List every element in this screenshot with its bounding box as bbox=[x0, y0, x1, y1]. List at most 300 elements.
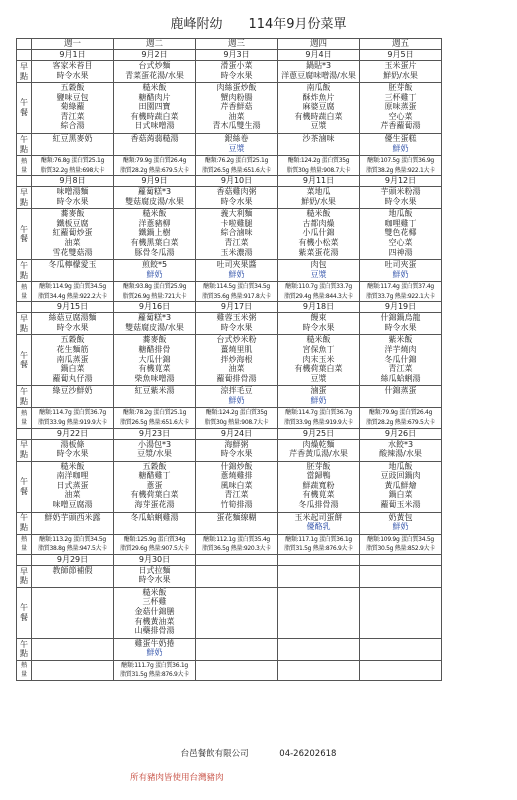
snack-item: 豆漿 bbox=[310, 269, 327, 279]
snack-item: 優生蛋糕 bbox=[384, 134, 417, 143]
breakfast-row bbox=[17, 439, 442, 461]
snack-row bbox=[17, 512, 442, 534]
snack-label-char: 點 bbox=[20, 523, 28, 533]
lunch-item: 豆漿 bbox=[310, 373, 327, 383]
nutrition-item: 醣類:117.4g 蛋白質37.4g bbox=[367, 283, 434, 291]
nutrition-cell bbox=[114, 282, 196, 302]
nutrition-cell bbox=[278, 282, 360, 302]
snack-row bbox=[17, 386, 442, 408]
lunch-cell bbox=[114, 209, 196, 260]
lunch-cell bbox=[196, 587, 278, 638]
weekday-header: 週五 bbox=[360, 39, 442, 50]
breakfast-item: 時令水果 bbox=[138, 575, 171, 585]
lunch-item: 鹽味豆包 bbox=[56, 92, 89, 102]
lunch-item: 豚骨冬瓜湯 bbox=[134, 247, 175, 257]
snack-label-char: 午 bbox=[20, 261, 28, 271]
lunch-row bbox=[17, 587, 442, 638]
breakfast-item: 水餃*3 bbox=[387, 439, 414, 449]
snack-item: 煎餃*5 bbox=[141, 260, 168, 270]
nutrition-item: 醣類:124.2g 蛋白質35g bbox=[287, 157, 350, 164]
lunch-item: 冬瓜排骨湯 bbox=[298, 499, 339, 509]
snack-label-char: 點 bbox=[20, 396, 28, 406]
lunch-item: 洋蔥豬柳 bbox=[138, 218, 171, 228]
breakfast-item: 滑蛋小菜 bbox=[220, 61, 253, 70]
lunch-item: 油菜 bbox=[64, 490, 81, 500]
snack-item: 蛋花麵線糊 bbox=[216, 512, 257, 522]
lunch-item: 油菜 bbox=[64, 237, 81, 247]
weekday-header: 週二 bbox=[114, 39, 196, 50]
lunch-item: 金菇什錦膳 bbox=[134, 606, 175, 616]
snack-label-char: 午 bbox=[20, 134, 28, 144]
snack-cell bbox=[32, 134, 114, 156]
date-cell: 9月23日 bbox=[114, 428, 196, 439]
lunch-cell bbox=[278, 461, 360, 512]
lunch-item: 日式蒸蛋 bbox=[56, 480, 89, 490]
lunch-item: 竹筍排湯 bbox=[220, 499, 253, 509]
snack-cell bbox=[360, 386, 442, 408]
lunch-item: 鍋白菜 bbox=[388, 490, 413, 500]
lunch-item: 青木瓜雙生湯 bbox=[212, 121, 261, 131]
lunch-item: 有機莧菜 bbox=[302, 490, 335, 500]
breakfast-label-char: 點 bbox=[20, 576, 28, 586]
nutrition-item: 脂質30g 熱量:908.7大卡 bbox=[286, 166, 351, 174]
lunch-item: 鮮蔬寬粉 bbox=[302, 480, 335, 490]
lunch-label-char: 午 bbox=[20, 476, 28, 486]
date-cell: 9月1日 bbox=[32, 50, 114, 61]
breakfast-label-char: 點 bbox=[20, 450, 28, 460]
snack-item: 鮮奶 bbox=[146, 269, 163, 279]
breakfast-item: 日式拉麵 bbox=[138, 565, 171, 575]
nutrition-label-char: 熱 bbox=[21, 662, 27, 670]
breakfast-item: 時令水果 bbox=[56, 449, 89, 459]
lunch-label-char: 餐 bbox=[20, 612, 28, 622]
breakfast-item: 鍋貼*3 bbox=[305, 61, 332, 70]
breakfast-item: 饅束 bbox=[310, 313, 327, 323]
date-cell: 9月30日 bbox=[114, 554, 196, 565]
breakfast-item: 豆漿/水果 bbox=[137, 449, 172, 459]
lunch-item: 蘿蔔排骨湯 bbox=[216, 373, 257, 383]
breakfast-item: 菜地瓜 bbox=[306, 187, 331, 197]
breakfast-cell bbox=[360, 439, 442, 461]
snack-row bbox=[17, 638, 442, 660]
nutrition-row bbox=[17, 156, 442, 176]
snack-item: 吐司夾果醬 bbox=[216, 260, 257, 270]
pork-origin-note: 所有豬肉皆使用台灣豬肉 bbox=[130, 773, 224, 783]
breakfast-label-char: 早 bbox=[20, 440, 28, 450]
nutrition-item: 醣類:76.2g 蛋白質25.1g bbox=[204, 157, 269, 164]
lunch-cell bbox=[360, 461, 442, 512]
nutrition-cell bbox=[196, 408, 278, 428]
breakfast-item: 時令水果 bbox=[384, 322, 417, 332]
breakfast-item: 玉米蛋片 bbox=[384, 61, 417, 70]
snack-item: 吐司夾蛋 bbox=[384, 260, 417, 270]
nutrition-item: 醣類:110.7g 蛋白質33.7g bbox=[285, 283, 352, 291]
nutrition-item: 脂質36.5g 熱量:920.3大卡 bbox=[202, 545, 271, 553]
nutrition-label-char: 熱 bbox=[21, 536, 27, 544]
nutrition-cell bbox=[360, 282, 442, 302]
lunch-item: 五穀飯 bbox=[142, 461, 167, 471]
breakfast-cell bbox=[360, 61, 442, 83]
nutrition-item: 脂質38.8g 熱量:947.5大卡 bbox=[38, 545, 107, 553]
snack-item: 鮮奶 bbox=[228, 395, 245, 405]
nutrition-label-char: 量 bbox=[21, 671, 27, 679]
nutrition-item: 脂質29.6g 熱量:907.5大卡 bbox=[120, 545, 189, 553]
nutrition-item: 醣類:124.2g 蛋白質35g bbox=[205, 409, 268, 417]
lunch-label bbox=[17, 461, 32, 512]
breakfast-label-char: 早 bbox=[20, 314, 28, 324]
lunch-item: 紫菜蛋花湯 bbox=[298, 247, 339, 257]
nutrition-item: 醣類:125.9g 蛋白質34g bbox=[123, 535, 186, 543]
snack-label-char: 點 bbox=[20, 649, 28, 659]
nutrition-label-char: 熱 bbox=[21, 409, 27, 417]
menu-title: 鹿峰附幼 114年9月份菜單 bbox=[170, 17, 347, 32]
snack-cell bbox=[196, 386, 278, 408]
lunch-item: 酥炸魚片 bbox=[302, 92, 335, 102]
snack-cell bbox=[32, 512, 114, 534]
snack-label-char: 午 bbox=[20, 639, 28, 649]
date-cell: 9月8日 bbox=[32, 176, 114, 187]
lunch-item: 日式味噌湯 bbox=[134, 121, 175, 131]
date-cell: 9月10日 bbox=[196, 176, 278, 187]
week-date-row bbox=[17, 302, 442, 313]
snack-item: 涼拌毛豆 bbox=[220, 386, 253, 396]
breakfast-label bbox=[17, 61, 32, 83]
breakfast-cell bbox=[196, 187, 278, 209]
date-cell: 9月9日 bbox=[114, 176, 196, 187]
breakfast-cell bbox=[32, 187, 114, 209]
breakfast-item: 香菇雞肉粥 bbox=[216, 187, 257, 197]
breakfast-cell bbox=[278, 565, 360, 587]
nutrition-item: 醣類:109.9g 蛋白質34.5g bbox=[367, 535, 434, 543]
breakfast-item: 洋蔥豆腐味噌湯/水果 bbox=[281, 70, 356, 80]
date-cell: 9月22日 bbox=[32, 428, 114, 439]
week-date-row bbox=[17, 428, 442, 439]
lunch-item: 糙米飯 bbox=[306, 335, 331, 345]
snack-cell bbox=[278, 638, 360, 660]
lunch-cell bbox=[32, 587, 114, 638]
lunch-item: 鐵鍋上樹 bbox=[138, 228, 171, 238]
nutrition-item: 脂質35.6g 熱量:917.8大卡 bbox=[202, 292, 271, 300]
snack-row bbox=[17, 134, 442, 156]
snack-cell bbox=[32, 260, 114, 282]
breakfast-item: 教師節補假 bbox=[52, 565, 93, 575]
lunch-item: 紫米飯 bbox=[388, 335, 413, 345]
nutrition-item: 醣類:79.9g 蛋白質26.4g bbox=[368, 409, 433, 417]
lunch-row bbox=[17, 209, 442, 260]
nutrition-cell bbox=[360, 156, 442, 176]
snack-cell bbox=[114, 512, 196, 534]
lunch-item: 味噌豆腐湯 bbox=[52, 499, 93, 509]
snack-cell bbox=[196, 260, 278, 282]
nutrition-label-char: 量 bbox=[21, 292, 27, 300]
date-row-label bbox=[17, 50, 32, 61]
lunch-label bbox=[17, 209, 32, 260]
nutrition-cell bbox=[196, 534, 278, 554]
nutrition-row bbox=[17, 660, 442, 680]
nutrition-item: 醣類:111.7g 蛋白質36.1g bbox=[121, 661, 188, 669]
week-date-row bbox=[17, 176, 442, 187]
date-cell: 9月18日 bbox=[278, 302, 360, 313]
lunch-item: 蘿蔔丸仔湯 bbox=[52, 373, 93, 383]
date-cell: 9月25日 bbox=[278, 428, 360, 439]
snack-cell bbox=[278, 134, 360, 156]
nutrition-cell bbox=[114, 408, 196, 428]
nutrition-cell bbox=[32, 282, 114, 302]
snack-item: 優酪乳 bbox=[306, 522, 331, 532]
date-cell: 9月11日 bbox=[278, 176, 360, 187]
nutrition-label-char: 量 bbox=[21, 418, 27, 426]
nutrition-item: 脂質26.5g 熱量:651.6大卡 bbox=[120, 418, 189, 426]
breakfast-item: 味噌湯麵 bbox=[56, 187, 89, 197]
snack-row bbox=[17, 260, 442, 282]
date-row-label bbox=[17, 428, 32, 439]
breakfast-label-char: 早 bbox=[20, 188, 28, 198]
snack-cell bbox=[360, 638, 442, 660]
lunch-item: 胚芽飯 bbox=[306, 461, 331, 471]
lunch-row bbox=[17, 335, 442, 386]
nutrition-item: 脂質33.9g 熱量:919.9大卡 bbox=[38, 418, 107, 426]
breakfast-label bbox=[17, 565, 32, 587]
lunch-item: 糙米飯 bbox=[142, 209, 167, 219]
nutrition-item: 醣類:113.2g 蛋白質34.5g bbox=[39, 535, 106, 543]
nutrition-label-char: 熱 bbox=[21, 283, 27, 291]
lunch-item: 宮保魚丁 bbox=[302, 344, 335, 354]
breakfast-cell bbox=[360, 565, 442, 587]
nutrition-label-char: 熱 bbox=[21, 157, 27, 165]
snack-item: 滷蛋 bbox=[310, 386, 327, 396]
date-cell: 9月19日 bbox=[360, 302, 442, 313]
lunch-item: 糙米飯 bbox=[60, 461, 85, 471]
breakfast-item: 時令水果 bbox=[220, 196, 253, 206]
breakfast-label-char: 早 bbox=[20, 566, 28, 576]
nutrition-cell bbox=[114, 156, 196, 176]
breakfast-item: 湯板條 bbox=[60, 439, 85, 449]
lunch-cell bbox=[114, 335, 196, 386]
lunch-item: 義大利麵 bbox=[220, 209, 253, 219]
breakfast-cell bbox=[114, 313, 196, 335]
nutrition-item: 醣類:114.7g 蛋白質36.7g bbox=[39, 409, 106, 417]
lunch-item: 南瓜飯 bbox=[306, 83, 331, 92]
snack-cell bbox=[278, 260, 360, 282]
snack-cell bbox=[114, 134, 196, 156]
nutrition-row bbox=[17, 408, 442, 428]
nutrition-item: 脂質33.9g 熱量:919.9大卡 bbox=[284, 418, 353, 426]
lunch-item: 蟹肉粉腸 bbox=[220, 92, 253, 102]
lunch-item: 青江菜 bbox=[388, 364, 413, 374]
snack-item: 沙茶滷味 bbox=[302, 134, 335, 143]
breakfast-label-char: 早 bbox=[20, 61, 28, 71]
lunch-cell bbox=[278, 209, 360, 260]
breakfast-item: 雙菇腐皮湯/水果 bbox=[125, 196, 184, 206]
lunch-item: 紅蘿蔔炒蛋 bbox=[52, 228, 93, 238]
lunch-item: 肉絲蛋炒飯 bbox=[216, 83, 257, 92]
breakfast-cell bbox=[278, 439, 360, 461]
date-row-label bbox=[17, 554, 32, 565]
lunch-item: 蘿蔔玉米湯 bbox=[380, 499, 421, 509]
breakfast-row bbox=[17, 565, 442, 587]
breakfast-row bbox=[17, 187, 442, 209]
lunch-item: 雪花雙菇湯 bbox=[52, 247, 93, 257]
lunch-item: 冬瓜什錦 bbox=[384, 354, 417, 364]
snack-label-char: 午 bbox=[20, 513, 28, 523]
lunch-item: 油菜 bbox=[228, 364, 245, 374]
snack-cell bbox=[196, 638, 278, 660]
company-phone: 04-26202618 bbox=[279, 749, 337, 759]
lunch-item: 拌炒海根 bbox=[220, 354, 253, 364]
snack-label bbox=[17, 134, 32, 156]
breakfast-label-char: 點 bbox=[20, 71, 28, 81]
lunch-label-char: 餐 bbox=[20, 360, 28, 370]
lunch-label-char: 午 bbox=[20, 603, 28, 613]
lunch-cell bbox=[278, 335, 360, 386]
lunch-cell bbox=[196, 335, 278, 386]
lunch-item: 有機荷葉白菜 bbox=[130, 490, 179, 500]
lunch-label bbox=[17, 335, 32, 386]
nutrition-cell bbox=[360, 408, 442, 428]
lunch-item: 柴魚味噌湯 bbox=[134, 373, 175, 383]
lunch-item: 蕎麥飯 bbox=[60, 209, 85, 219]
weekday-header-row bbox=[17, 39, 442, 50]
nutrition-item: 脂質31.5g 熱量:876.9大卡 bbox=[284, 545, 353, 553]
lunch-item: 糖醋排骨 bbox=[138, 344, 171, 354]
breakfast-label bbox=[17, 313, 32, 335]
date-cell: 9月16日 bbox=[114, 302, 196, 313]
breakfast-cell bbox=[114, 187, 196, 209]
nutrition-cell bbox=[32, 408, 114, 428]
nutrition-item: 醣類:114.7g 蛋白質36.7g bbox=[285, 409, 352, 417]
breakfast-cell bbox=[360, 313, 442, 335]
breakfast-item: 芋頭米粉湯 bbox=[380, 187, 421, 197]
snack-label bbox=[17, 386, 32, 408]
lunch-label bbox=[17, 587, 32, 638]
breakfast-cell bbox=[32, 439, 114, 461]
company-name: 台邑餐飲有限公司 bbox=[180, 749, 249, 759]
date-cell: 9月24日 bbox=[196, 428, 278, 439]
lunch-label-char: 餐 bbox=[20, 234, 28, 244]
snack-cell bbox=[360, 134, 442, 156]
snack-label bbox=[17, 638, 32, 660]
lunch-item: 玉米濃湯 bbox=[220, 247, 253, 257]
nutrition-cell bbox=[114, 660, 196, 680]
snack-item: 香菇蒟蒻糙湯 bbox=[130, 134, 179, 143]
breakfast-item: 海鮮粥 bbox=[224, 439, 249, 449]
date-cell bbox=[278, 554, 360, 565]
snack-item: 冬瓜檸檬愛玉 bbox=[48, 260, 97, 270]
lunch-item: 絲瓜蛤蜊湯 bbox=[380, 373, 421, 383]
lunch-item: 雙色花椰 bbox=[384, 228, 417, 238]
lunch-row bbox=[17, 83, 442, 134]
lunch-item: 蔥蛋 bbox=[146, 480, 163, 490]
snack-item: 冬瓜蛤蜊雞湯 bbox=[130, 512, 179, 522]
snack-item: 鮮奶 bbox=[392, 269, 409, 279]
lunch-row bbox=[17, 461, 442, 512]
lunch-item: 鍋白菜 bbox=[60, 364, 85, 374]
nutrition-item: 脂質26.5g 熱量:651.6大卡 bbox=[202, 166, 271, 174]
date-cell bbox=[196, 554, 278, 565]
snack-item: 鮮奶芋頭西米露 bbox=[44, 512, 101, 522]
snack-item: 紅豆黑麥奶 bbox=[52, 134, 93, 143]
snack-cell bbox=[360, 512, 442, 534]
lunch-cell bbox=[360, 587, 442, 638]
lunch-item: 鐵板豆腐 bbox=[56, 218, 89, 228]
nutrition-cell bbox=[196, 660, 278, 680]
breakfast-item: 芹香黃瓜湯/水果 bbox=[289, 449, 348, 459]
breakfast-item: 肉燥乾麵 bbox=[302, 439, 335, 449]
lunch-item: 五穀飯 bbox=[60, 83, 85, 92]
snack-cell bbox=[196, 134, 278, 156]
breakfast-label-char: 點 bbox=[20, 197, 28, 207]
breakfast-cell bbox=[32, 61, 114, 83]
breakfast-row bbox=[17, 313, 442, 335]
lunch-item: 原味蒸蛋 bbox=[384, 102, 417, 112]
snack-cell bbox=[360, 260, 442, 282]
snack-item: 奶黃包 bbox=[388, 512, 413, 522]
snack-label-char: 點 bbox=[20, 144, 28, 154]
lunch-item: 咖哩雞丁 bbox=[384, 218, 417, 228]
nutrition-label bbox=[17, 408, 32, 428]
snack-label-char: 午 bbox=[20, 387, 28, 397]
breakfast-item: 酸辣湯/水果 bbox=[379, 449, 422, 459]
lunch-label-char: 午 bbox=[20, 224, 28, 234]
lunch-item: 當歸鴨 bbox=[306, 471, 331, 481]
lunch-item: 菊綠蘿 bbox=[60, 102, 85, 112]
lunch-item: 芹香蘿蔔湯 bbox=[380, 121, 421, 131]
snack-cell bbox=[278, 512, 360, 534]
breakfast-item: 小湯包*3 bbox=[137, 439, 172, 449]
lunch-item: 蕎麥飯 bbox=[142, 335, 167, 345]
lunch-item: 花生麵筋 bbox=[56, 344, 89, 354]
lunch-item: 油菜 bbox=[228, 111, 245, 121]
breakfast-item: 蘿蔔糕*3 bbox=[137, 313, 172, 323]
lunch-cell bbox=[360, 83, 442, 134]
nutrition-item: 醣類:117.1g 蛋白質36.1g bbox=[285, 535, 352, 543]
lunch-label bbox=[17, 83, 32, 134]
lunch-item: 古都肉燥 bbox=[302, 218, 335, 228]
lunch-item: 五穀飯 bbox=[60, 335, 85, 345]
lunch-item: 糖醋雞丁 bbox=[138, 471, 171, 481]
lunch-item: 地瓜飯 bbox=[388, 461, 413, 471]
date-row-label bbox=[17, 302, 32, 313]
breakfast-item: 台式炒麵 bbox=[138, 61, 171, 70]
lunch-item: 海芽蛋花湯 bbox=[134, 499, 175, 509]
lunch-label-char: 餐 bbox=[20, 108, 28, 117]
breakfast-cell bbox=[278, 61, 360, 83]
nutrition-cell bbox=[196, 156, 278, 176]
lunch-cell bbox=[196, 83, 278, 134]
nutrition-item: 醣類:76.8g 蛋白質25.1g bbox=[40, 157, 105, 164]
breakfast-item: 時令水果 bbox=[302, 322, 335, 332]
lunch-item: 青江菜 bbox=[60, 111, 85, 121]
lunch-item: 豆漿 bbox=[310, 121, 327, 131]
lunch-item: 糖醋肉片 bbox=[138, 92, 171, 102]
date-cell: 9月17日 bbox=[196, 302, 278, 313]
nutrition-cell bbox=[32, 534, 114, 554]
breakfast-item: 客家米苔目 bbox=[52, 61, 93, 70]
nutrition-row bbox=[17, 282, 442, 302]
nutrition-label bbox=[17, 156, 32, 176]
lunch-item: 胚芽飯 bbox=[388, 83, 413, 92]
lunch-item: 綜合湯 bbox=[60, 121, 85, 131]
nutrition-item: 醣類:114.9g 蛋白質34.5g bbox=[39, 283, 106, 291]
nutrition-label-char: 量 bbox=[21, 166, 27, 174]
lunch-item: 有機時蔬白菜 bbox=[130, 111, 179, 121]
nutrition-item: 脂質32.2g 熱量:698大卡 bbox=[40, 166, 105, 174]
lunch-item: 三杯雞 bbox=[142, 597, 167, 607]
nutrition-item: 醣類:112.1g 蛋白質35.4g bbox=[203, 535, 270, 543]
breakfast-item: 鮮奶/水果 bbox=[383, 70, 418, 80]
lunch-item: 台式炒米粉 bbox=[216, 335, 257, 345]
lunch-item: 肉末玉米 bbox=[302, 354, 335, 364]
